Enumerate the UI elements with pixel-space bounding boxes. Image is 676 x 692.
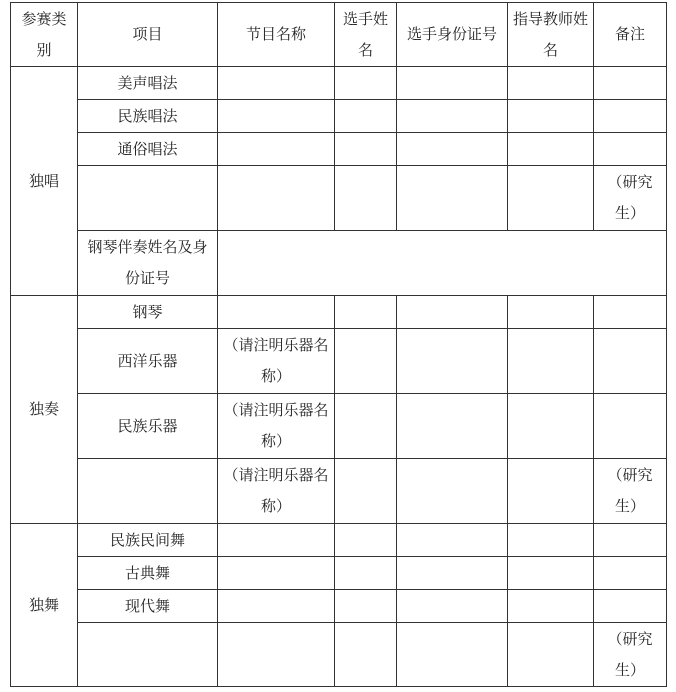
program-cell[interactable] — [218, 590, 335, 623]
player-id-cell[interactable] — [397, 133, 508, 166]
program-cell[interactable] — [218, 524, 335, 557]
item-folk-dance: 民族民间舞 — [78, 524, 218, 557]
teacher-name-cell[interactable] — [508, 133, 594, 166]
program-cell[interactable] — [218, 67, 335, 100]
player-name-cell[interactable] — [335, 166, 397, 231]
item-piano: 钢琴 — [78, 296, 218, 329]
table-row — [11, 231, 667, 296]
player-name-cell[interactable] — [335, 296, 397, 329]
player-id-cell[interactable] — [397, 67, 508, 100]
remark-cell[interactable] — [594, 590, 667, 623]
header-item: 项目 — [78, 3, 218, 67]
header-program: 节目名称 — [218, 3, 335, 67]
teacher-name-cell[interactable] — [508, 557, 594, 590]
header-category: 参赛类别 — [11, 3, 78, 67]
header-teacher-name: 指导教师姓名 — [508, 3, 594, 67]
player-name-cell[interactable] — [335, 590, 397, 623]
player-id-cell[interactable] — [397, 623, 508, 687]
table-row — [11, 133, 667, 166]
remark-cell[interactable] — [594, 296, 667, 329]
player-name-cell[interactable] — [335, 524, 397, 557]
player-id-cell[interactable] — [397, 557, 508, 590]
registration-table — [10, 2, 667, 687]
category-solo-singing: 独唱 — [11, 67, 78, 296]
header-remark: 备注 — [594, 3, 667, 67]
program-cell[interactable] — [218, 623, 335, 687]
teacher-name-cell[interactable] — [508, 394, 594, 459]
accompanist-cell[interactable] — [218, 231, 667, 296]
table-row — [11, 166, 667, 231]
item-folk-instrument: 民族乐器 — [78, 394, 218, 459]
remark-cell[interactable] — [594, 67, 667, 100]
table-row — [11, 296, 667, 329]
player-name-cell[interactable] — [335, 100, 397, 133]
teacher-name-cell[interactable] — [508, 67, 594, 100]
table-row — [11, 459, 667, 524]
teacher-name-cell[interactable] — [508, 623, 594, 687]
item-cell[interactable] — [78, 459, 218, 524]
remark-cell[interactable] — [594, 133, 667, 166]
category-solo-instrument: 独奏 — [11, 296, 78, 524]
player-name-cell[interactable] — [335, 329, 397, 394]
player-id-cell[interactable] — [397, 100, 508, 133]
player-id-cell[interactable] — [397, 459, 508, 524]
table-row — [11, 67, 667, 100]
program-cell[interactable] — [218, 133, 335, 166]
teacher-name-cell[interactable] — [508, 524, 594, 557]
player-name-cell[interactable] — [335, 133, 397, 166]
player-name-cell[interactable] — [335, 459, 397, 524]
remark-cell[interactable] — [594, 100, 667, 133]
table-row — [11, 557, 667, 590]
player-id-cell[interactable] — [397, 329, 508, 394]
player-id-cell[interactable] — [397, 296, 508, 329]
player-name-cell[interactable] — [335, 623, 397, 687]
program-instrument-note: （请注明乐器名称） — [218, 329, 335, 394]
header-row — [11, 3, 667, 67]
remark-graduate: （研究生） — [594, 459, 667, 524]
header-player-name: 选手姓名 — [335, 3, 397, 67]
table-row — [11, 100, 667, 133]
teacher-name-cell[interactable] — [508, 166, 594, 231]
teacher-name-cell[interactable] — [508, 296, 594, 329]
item-bel-canto: 美声唱法 — [78, 67, 218, 100]
player-name-cell[interactable] — [335, 557, 397, 590]
program-cell[interactable] — [218, 296, 335, 329]
table-row — [11, 623, 667, 687]
teacher-name-cell[interactable] — [508, 459, 594, 524]
teacher-name-cell[interactable] — [508, 590, 594, 623]
remark-cell[interactable] — [594, 329, 667, 394]
player-name-cell[interactable] — [335, 67, 397, 100]
player-id-cell[interactable] — [397, 590, 508, 623]
header-player-id: 选手身份证号 — [397, 3, 508, 67]
item-classical-dance: 古典舞 — [78, 557, 218, 590]
program-cell[interactable] — [218, 100, 335, 133]
teacher-name-cell[interactable] — [508, 329, 594, 394]
player-id-cell[interactable] — [397, 524, 508, 557]
program-cell[interactable] — [218, 557, 335, 590]
category-solo-dance: 独舞 — [11, 524, 78, 687]
item-cell[interactable] — [78, 166, 218, 231]
item-western-instrument: 西洋乐器 — [78, 329, 218, 394]
remark-cell[interactable] — [594, 524, 667, 557]
table-row — [11, 329, 667, 394]
program-instrument-note: （请注明乐器名称） — [218, 459, 335, 524]
table-row — [11, 524, 667, 557]
remark-cell[interactable] — [594, 557, 667, 590]
program-cell[interactable] — [218, 166, 335, 231]
remark-cell[interactable] — [594, 394, 667, 459]
item-modern-dance: 现代舞 — [78, 590, 218, 623]
table-row — [11, 590, 667, 623]
item-pop-singing: 通俗唱法 — [78, 133, 218, 166]
table-row — [11, 394, 667, 459]
player-id-cell[interactable] — [397, 394, 508, 459]
player-id-cell[interactable] — [397, 166, 508, 231]
item-cell[interactable] — [78, 623, 218, 687]
remark-graduate: （研究生） — [594, 623, 667, 687]
program-instrument-note: （请注明乐器名称） — [218, 394, 335, 459]
teacher-name-cell[interactable] — [508, 100, 594, 133]
remark-graduate: （研究生） — [594, 166, 667, 231]
player-name-cell[interactable] — [335, 394, 397, 459]
item-folk-singing: 民族唱法 — [78, 100, 218, 133]
accompanist-label: 钢琴伴奏姓名及身份证号 — [78, 231, 218, 296]
